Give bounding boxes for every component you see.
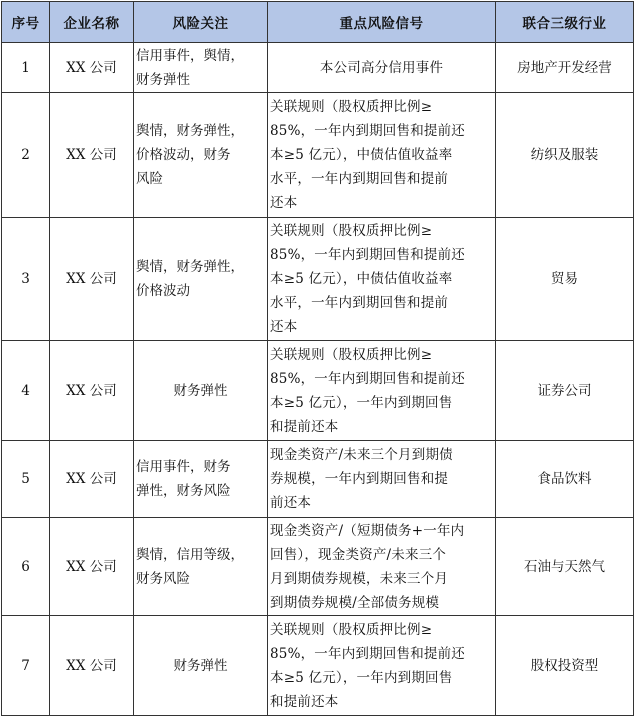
- risk-focus-line: 价格波动，财务: [136, 147, 231, 163]
- company-name: XX 公司: [50, 93, 134, 218]
- risk-signal-line: 月到期债券规模，未来三个月: [270, 570, 449, 587]
- table-row: [2, 518, 634, 616]
- table-row: [2, 43, 634, 93]
- table-body: [2, 43, 634, 716]
- row-number: 1: [2, 43, 50, 93]
- risk-signal-line: 水平，一年内到期回售和提前: [270, 295, 449, 311]
- risk-signal-line: 85%，一年内到期回售和提前还: [270, 370, 466, 387]
- risk-focus-line: 财务风险: [136, 570, 190, 587]
- company-name: XX 公司: [50, 341, 134, 441]
- risk-focus-line: 信用事件，舆情，: [136, 47, 244, 64]
- risk-signal-line: 前还本: [270, 495, 312, 511]
- risk-signal-line: 关联规则（股权质押比例≥: [270, 99, 433, 115]
- risk-signal-line: 现金类资产/（短期债务+一年内: [270, 522, 465, 539]
- industry: 贸易: [496, 218, 634, 341]
- row-number: 2: [2, 93, 50, 218]
- risk-focus-line: 弹性，财务风险: [136, 483, 231, 499]
- key-risk-signal: [268, 218, 496, 341]
- table-header-row: [2, 2, 634, 43]
- header-signal: 重点风险信号: [268, 2, 496, 43]
- key-risk-signal: [268, 341, 496, 441]
- risk-focus-line: 财务弹性: [136, 71, 190, 88]
- risk-focus-line: 风险: [136, 171, 163, 187]
- company-name: XX 公司: [50, 218, 134, 341]
- risk-focus: [134, 518, 268, 616]
- risk-focus: [134, 441, 268, 518]
- risk-signal-line: 85%，一年内到期回售和提前还: [270, 645, 466, 662]
- row-number: 3: [2, 218, 50, 341]
- risk-signal-line: 水平，一年内到期回售和提前: [270, 171, 449, 187]
- risk-signal-line: 本≥5 亿元），中债估值收益率: [270, 271, 453, 287]
- row-number: 7: [2, 616, 50, 716]
- row-number: 4: [2, 341, 50, 441]
- risk-signal-line: 回售），现金类资产/未来三个: [270, 546, 447, 563]
- key-risk-signal: [268, 93, 496, 218]
- table-row: [2, 616, 634, 716]
- table-row: [2, 93, 634, 218]
- risk-signal-line: 和提前还本: [270, 418, 339, 435]
- header-industry: 联合三级行业: [496, 2, 634, 43]
- industry: 房地产开发经营: [496, 43, 634, 93]
- risk-focus-line: 舆情，财务弹性，: [136, 123, 244, 139]
- company-name: XX 公司: [50, 518, 134, 616]
- industry: 石油与天然气: [496, 518, 634, 616]
- industry: 食品饮料: [496, 441, 634, 518]
- risk-focus-line: 舆情，信用等级，: [136, 546, 244, 563]
- risk-signal-table: [1, 1, 634, 716]
- risk-signal-line: 和提前还本: [270, 693, 339, 710]
- risk-signal-line: 还本: [270, 319, 298, 335]
- header-company: 企业名称: [50, 2, 134, 43]
- risk-focus-line: 财务弹性: [173, 382, 228, 399]
- key-risk-signal: [268, 616, 496, 716]
- row-number: 5: [2, 441, 50, 518]
- company-name: XX 公司: [50, 616, 134, 716]
- risk-signal-line: 本≥5 亿元），中债估值收益率: [270, 147, 453, 163]
- table-row: [2, 441, 634, 518]
- risk-signal-line: 关联规则（股权质押比例≥: [270, 346, 433, 363]
- risk-focus: [134, 616, 268, 716]
- risk-signal-line: 到期债券规模/全部债务规模: [270, 594, 440, 611]
- header-no: 序号: [2, 2, 50, 43]
- risk-signal-line: 本公司高分信用事件: [319, 59, 444, 76]
- risk-signal-line: 本≥5 亿元），一年内到期回售: [270, 394, 453, 411]
- risk-signal-line: 85%，一年内到期回售和提前还: [270, 123, 466, 139]
- risk-signal-line: 85%，一年内到期回售和提前还: [270, 247, 466, 263]
- key-risk-signal: [268, 518, 496, 616]
- risk-focus-line: 价格波动: [136, 283, 190, 299]
- risk-focus-line: 财务弹性: [173, 657, 228, 674]
- company-name: XX 公司: [50, 43, 134, 93]
- industry: 证券公司: [496, 341, 634, 441]
- risk-signal-line: 关联规则（股权质押比例≥: [270, 621, 433, 638]
- company-name: XX 公司: [50, 441, 134, 518]
- risk-signal-line: 还本: [270, 195, 298, 211]
- risk-focus: [134, 218, 268, 341]
- risk-focus-line: 信用事件，财务: [136, 459, 231, 475]
- header-risk: 风险关注: [134, 2, 268, 43]
- risk-focus-line: 舆情，财务弹性，: [136, 259, 244, 275]
- risk-focus: [134, 43, 268, 93]
- key-risk-signal: [268, 441, 496, 518]
- row-number: 6: [2, 518, 50, 616]
- key-risk-signal: [268, 43, 496, 93]
- industry: 股权投资型: [496, 616, 634, 716]
- table-row: [2, 341, 634, 441]
- table-row: [2, 218, 634, 341]
- risk-signal-line: 现金类资产/未来三个月到期债: [270, 447, 453, 463]
- risk-signal-line: 关联规则（股权质押比例≥: [270, 223, 433, 239]
- risk-signal-line: 本≥5 亿元），一年内到期回售: [270, 669, 453, 686]
- risk-focus: [134, 341, 268, 441]
- risk-signal-line: 券规模，一年内到期回售和提: [270, 471, 449, 487]
- risk-focus: [134, 93, 268, 218]
- industry: 纺织及服装: [496, 93, 634, 218]
